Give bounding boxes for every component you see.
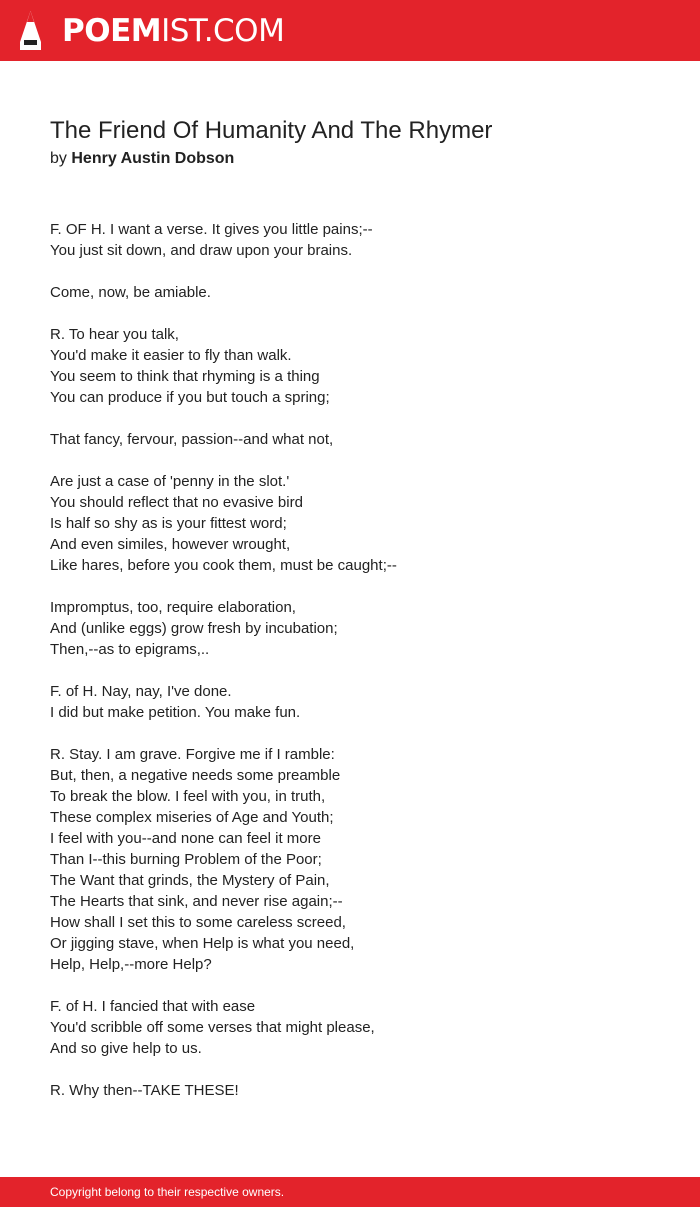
poem-line: Help, Help,--more Help? bbox=[50, 956, 212, 973]
poem-line: I feel with you--and none can feel it more bbox=[50, 830, 321, 847]
poem-line: Or jigging stave, when Help is what you need, bbox=[50, 935, 355, 952]
poem-line: How shall I set this to some careless screed, bbox=[50, 914, 346, 931]
poem-line: Then,--as to epigrams,.. bbox=[50, 641, 210, 658]
poem-line: F. of H. I fancied that with ease bbox=[50, 998, 256, 1015]
stanza-break bbox=[50, 450, 670, 471]
stanza-break bbox=[50, 576, 670, 597]
poem-line: These complex miseries of Age and Youth; bbox=[50, 809, 334, 826]
by-label: by bbox=[50, 150, 67, 167]
stanza-break bbox=[50, 975, 670, 996]
poem-line: You'd make it easier to fly than walk. bbox=[50, 347, 292, 364]
logo-bold-text: POEM bbox=[62, 13, 162, 49]
stanza-break bbox=[50, 261, 670, 282]
poem-line: R. Stay. I am grave. Forgive me if I ramble: bbox=[50, 746, 335, 763]
poem-line: Is half so shy as is your fittest word; bbox=[50, 515, 287, 532]
site-logo[interactable] bbox=[62, 12, 284, 50]
poem-line: Than I--this burning Problem of the Poor; bbox=[50, 851, 322, 868]
poem-line: Impromptus, too, require elaboration, bbox=[50, 599, 296, 616]
stanza-break bbox=[50, 408, 670, 429]
poem-line: That fancy, fervour, passion--and what not, bbox=[50, 431, 334, 448]
byline bbox=[50, 148, 234, 170]
poem-line: You just sit down, and draw upon your brains. bbox=[50, 242, 353, 259]
copyright-notice: Copyright belong to their respective owners. bbox=[50, 1185, 285, 1199]
stanza-break bbox=[50, 303, 670, 324]
poem-line: R. Why then--TAKE THESE! bbox=[50, 1082, 239, 1099]
poem-line: To break the blow. I feel with you, in truth, bbox=[50, 788, 326, 805]
stanza-break bbox=[50, 723, 670, 744]
poem-line: The Want that grinds, the Mystery of Pain, bbox=[50, 872, 330, 889]
site-footer bbox=[0, 1177, 700, 1207]
poem-line: Are just a case of 'penny in the slot.' bbox=[50, 473, 290, 490]
poem-line: You'd scribble off some verses that might please, bbox=[50, 1019, 375, 1036]
poem-line: And even similes, however wrought, bbox=[50, 536, 291, 553]
poem-line: Come, now, be amiable. bbox=[50, 284, 211, 301]
poem-body bbox=[50, 219, 670, 1101]
stanza-break bbox=[50, 1059, 670, 1080]
poem-line: F. OF H. I want a verse. It gives you little pains;-- bbox=[50, 221, 373, 238]
poem-line: Like hares, before you cook them, must be caught;-- bbox=[50, 557, 397, 574]
poem-line: The Hearts that sink, and never rise again;-- bbox=[50, 893, 343, 910]
poem-line: And so give help to us. bbox=[50, 1040, 202, 1057]
poem-line: And (unlike eggs) grow fresh by incubation; bbox=[50, 620, 338, 637]
poem-line: You should reflect that no evasive bird bbox=[50, 494, 303, 511]
poem-line: You can produce if you but touch a spring; bbox=[50, 389, 330, 406]
poem-title: The Friend Of Humanity And The Rhymer bbox=[50, 117, 493, 144]
poem-line: F. of H. Nay, nay, I've done. bbox=[50, 683, 232, 700]
poem-line: I did but make petition. You make fun. bbox=[50, 704, 301, 721]
poem-line: But, then, a negative needs some preamble bbox=[50, 767, 341, 784]
poem-author: Henry Austin Dobson bbox=[71, 150, 235, 167]
logo-light-text: IST.COM bbox=[161, 13, 285, 49]
stanza-break bbox=[50, 660, 670, 681]
pencil-tip-icon[interactable] bbox=[18, 10, 43, 51]
site-header bbox=[0, 0, 700, 61]
poem-line: R. To hear you talk, bbox=[50, 326, 179, 343]
poem-line: You seem to think that rhyming is a thing bbox=[50, 368, 320, 385]
